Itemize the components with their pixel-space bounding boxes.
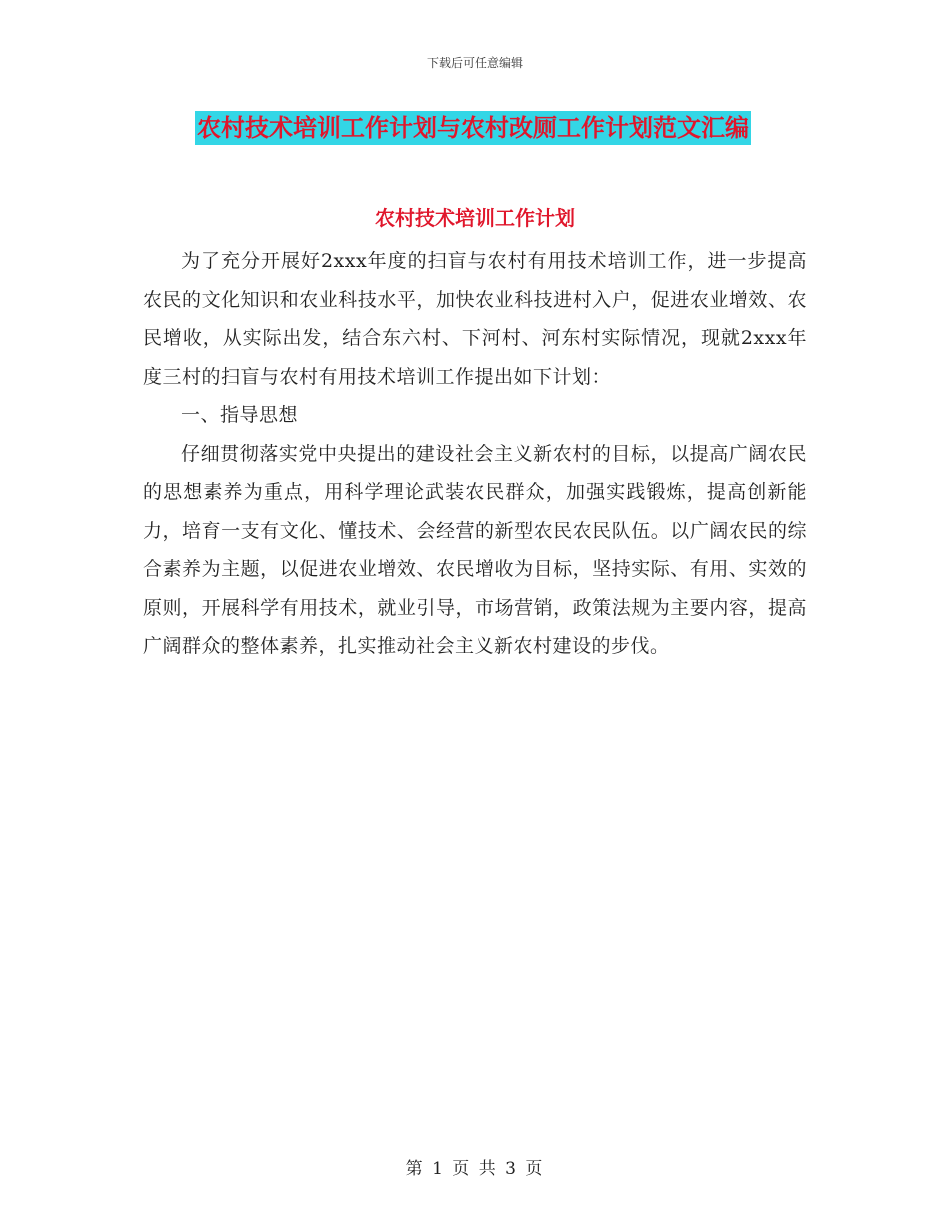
section-title: 农村技术培训工作计划	[375, 206, 575, 230]
header-note: 下载后可任意编辑	[426, 56, 523, 70]
document-body	[143, 242, 807, 666]
page-footer: 第 1 页 共 3 页	[405, 1159, 545, 1179]
document-title: 农村技术培训工作计划与农村改厕工作计划范文汇编	[195, 111, 751, 145]
subheading-guiding-ideology: 一、指导思想	[181, 404, 299, 426]
intro-paragraph: 为了充分开展好2xxx年度的扫盲与农村有用技术培训工作，进一步提高农民的文化知识和农业科技水平，加快农业科技进村入户，促进农业增效、农民增收，从实际出发，结合东六村、下河村、河东村实际情况，现就2xxx年度三村的扫盲与农村有用技术培训工作提出如下计划：	[143, 250, 807, 388]
guiding-ideology-paragraph: 仔细贯彻落实党中央提出的建设社会主义新农村的目标，以提高广阔农民的思想素养为重点，用科学理论武装农民群众，加强实践锻炼，提高创新能力，培育一支有文化、懂技术、会经营的新型农民农民队伍。以广阔农民的综合素养为主题，以促进农业增效、农民增收为目标，坚持实际、有用、实效的原则，开展科学有用技术，就业引导，市场营销，政策法规为主要内容，提高广阔群众的整体素养，扎实推动社会主义新农村建设的步伐。	[143, 442, 807, 657]
